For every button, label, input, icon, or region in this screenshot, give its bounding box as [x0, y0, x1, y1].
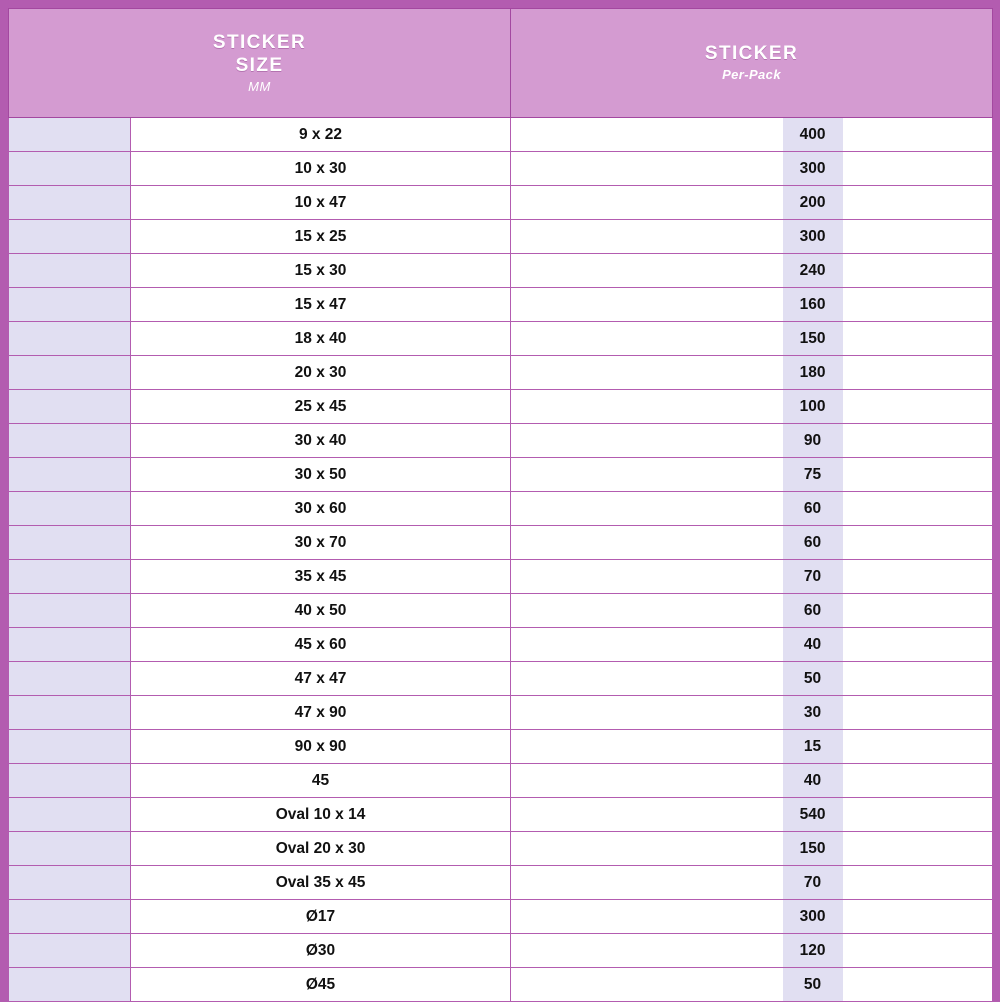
row-right-spacer — [843, 186, 993, 220]
row-right-spacer — [843, 594, 993, 628]
cell-sticker-per-pack: 40 — [783, 764, 843, 798]
row-left-spacer — [9, 730, 131, 764]
table-row — [9, 628, 993, 662]
table-row — [9, 866, 993, 900]
cell-sticker-per-pack: 60 — [783, 492, 843, 526]
header-sticker-size-unit: MM — [248, 78, 271, 94]
row-middle-spacer — [511, 492, 783, 526]
cell-sticker-per-pack: 90 — [783, 424, 843, 458]
table-row — [9, 322, 993, 356]
cell-sticker-size: 15 x 30 — [131, 254, 511, 288]
cell-sticker-size: 18 x 40 — [131, 322, 511, 356]
row-middle-spacer — [511, 900, 783, 934]
row-left-spacer — [9, 866, 131, 900]
row-middle-spacer — [511, 798, 783, 832]
cell-sticker-size: Oval 20 x 30 — [131, 832, 511, 866]
cell-sticker-size: 30 x 70 — [131, 526, 511, 560]
row-left-spacer — [9, 458, 131, 492]
table-row — [9, 594, 993, 628]
row-left-spacer — [9, 696, 131, 730]
row-left-spacer — [9, 798, 131, 832]
cell-sticker-size: 30 x 50 — [131, 458, 511, 492]
cell-sticker-per-pack: 100 — [783, 390, 843, 424]
row-left-spacer — [9, 424, 131, 458]
row-left-spacer — [9, 288, 131, 322]
row-middle-spacer — [511, 118, 783, 152]
cell-sticker-per-pack: 50 — [783, 968, 843, 1002]
cell-sticker-per-pack: 60 — [783, 526, 843, 560]
row-left-spacer — [9, 594, 131, 628]
header-row — [9, 9, 993, 118]
row-right-spacer — [843, 628, 993, 662]
table-row — [9, 220, 993, 254]
table-row — [9, 356, 993, 390]
cell-sticker-size: 10 x 47 — [131, 186, 511, 220]
row-right-spacer — [843, 968, 993, 1002]
row-right-spacer — [843, 730, 993, 764]
cell-sticker-per-pack: 150 — [783, 832, 843, 866]
row-middle-spacer — [511, 288, 783, 322]
cell-sticker-size: Oval 10 x 14 — [131, 798, 511, 832]
table-row — [9, 424, 993, 458]
row-right-spacer — [843, 458, 993, 492]
row-middle-spacer — [511, 220, 783, 254]
row-left-spacer — [9, 764, 131, 798]
row-right-spacer — [843, 322, 993, 356]
header-sticker-per-pack-line2: Per-Pack — [722, 67, 781, 82]
row-middle-spacer — [511, 832, 783, 866]
cell-sticker-per-pack: 70 — [783, 866, 843, 900]
row-left-spacer — [9, 492, 131, 526]
row-right-spacer — [843, 934, 993, 968]
row-middle-spacer — [511, 356, 783, 390]
row-right-spacer — [843, 118, 993, 152]
row-middle-spacer — [511, 254, 783, 288]
table-row — [9, 764, 993, 798]
row-left-spacer — [9, 560, 131, 594]
row-middle-spacer — [511, 934, 783, 968]
row-middle-spacer — [511, 594, 783, 628]
header-sticker-size-line2: SIZE — [235, 54, 284, 76]
row-middle-spacer — [511, 560, 783, 594]
row-left-spacer — [9, 322, 131, 356]
cell-sticker-per-pack: 30 — [783, 696, 843, 730]
cell-sticker-per-pack: 150 — [783, 322, 843, 356]
row-middle-spacer — [511, 152, 783, 186]
cell-sticker-per-pack: 300 — [783, 900, 843, 934]
row-right-spacer — [843, 764, 993, 798]
table-row — [9, 900, 993, 934]
cell-sticker-per-pack: 60 — [783, 594, 843, 628]
sticker-size-table — [8, 8, 993, 1002]
row-left-spacer — [9, 186, 131, 220]
header-sticker-size-line1: STICKER — [212, 31, 307, 53]
table-row — [9, 934, 993, 968]
row-middle-spacer — [511, 322, 783, 356]
cell-sticker-size: 30 x 60 — [131, 492, 511, 526]
cell-sticker-size: 30 x 40 — [131, 424, 511, 458]
header-sticker-size — [9, 9, 511, 118]
row-right-spacer — [843, 424, 993, 458]
cell-sticker-size: 47 x 90 — [131, 696, 511, 730]
row-left-spacer — [9, 152, 131, 186]
row-middle-spacer — [511, 458, 783, 492]
table-row — [9, 152, 993, 186]
cell-sticker-per-pack: 160 — [783, 288, 843, 322]
row-left-spacer — [9, 356, 131, 390]
row-right-spacer — [843, 390, 993, 424]
cell-sticker-size: 15 x 47 — [131, 288, 511, 322]
cell-sticker-size: 47 x 47 — [131, 662, 511, 696]
table-header — [9, 9, 993, 118]
table-row — [9, 798, 993, 832]
row-middle-spacer — [511, 696, 783, 730]
cell-sticker-per-pack: 120 — [783, 934, 843, 968]
cell-sticker-per-pack: 15 — [783, 730, 843, 764]
table-body — [9, 118, 993, 1002]
row-middle-spacer — [511, 662, 783, 696]
row-left-spacer — [9, 390, 131, 424]
cell-sticker-per-pack: 40 — [783, 628, 843, 662]
row-left-spacer — [9, 900, 131, 934]
cell-sticker-size: Oval 35 x 45 — [131, 866, 511, 900]
cell-sticker-size: 90 x 90 — [131, 730, 511, 764]
cell-sticker-size: Ø30 — [131, 934, 511, 968]
table-row — [9, 390, 993, 424]
row-right-spacer — [843, 560, 993, 594]
row-middle-spacer — [511, 764, 783, 798]
cell-sticker-per-pack: 300 — [783, 220, 843, 254]
cell-sticker-per-pack: 540 — [783, 798, 843, 832]
table-row — [9, 492, 993, 526]
row-left-spacer — [9, 628, 131, 662]
row-middle-spacer — [511, 526, 783, 560]
row-right-spacer — [843, 866, 993, 900]
row-right-spacer — [843, 254, 993, 288]
cell-sticker-size: 9 x 22 — [131, 118, 511, 152]
cell-sticker-per-pack: 75 — [783, 458, 843, 492]
cell-sticker-size: Ø17 — [131, 900, 511, 934]
table-row — [9, 662, 993, 696]
cell-sticker-size: 45 x 60 — [131, 628, 511, 662]
row-right-spacer — [843, 696, 993, 730]
header-sticker-per-pack — [511, 9, 993, 118]
row-left-spacer — [9, 118, 131, 152]
cell-sticker-per-pack: 200 — [783, 186, 843, 220]
table-row — [9, 560, 993, 594]
cell-sticker-per-pack: 50 — [783, 662, 843, 696]
cell-sticker-size: 45 — [131, 764, 511, 798]
cell-sticker-per-pack: 180 — [783, 356, 843, 390]
row-left-spacer — [9, 934, 131, 968]
table-row — [9, 730, 993, 764]
row-middle-spacer — [511, 866, 783, 900]
row-middle-spacer — [511, 730, 783, 764]
table-row — [9, 526, 993, 560]
row-right-spacer — [843, 526, 993, 560]
row-middle-spacer — [511, 424, 783, 458]
row-right-spacer — [843, 220, 993, 254]
row-left-spacer — [9, 254, 131, 288]
row-right-spacer — [843, 798, 993, 832]
cell-sticker-size: 40 x 50 — [131, 594, 511, 628]
header-sticker-per-pack-line1: STICKER — [704, 43, 799, 64]
cell-sticker-size: 15 x 25 — [131, 220, 511, 254]
cell-sticker-per-pack: 240 — [783, 254, 843, 288]
row-left-spacer — [9, 832, 131, 866]
row-middle-spacer — [511, 968, 783, 1002]
table-row — [9, 696, 993, 730]
cell-sticker-size: 10 x 30 — [131, 152, 511, 186]
row-left-spacer — [9, 220, 131, 254]
row-middle-spacer — [511, 628, 783, 662]
cell-sticker-per-pack: 300 — [783, 152, 843, 186]
row-left-spacer — [9, 526, 131, 560]
row-middle-spacer — [511, 186, 783, 220]
cell-sticker-size: Ø45 — [131, 968, 511, 1002]
row-right-spacer — [843, 832, 993, 866]
table-row — [9, 186, 993, 220]
row-right-spacer — [843, 356, 993, 390]
row-left-spacer — [9, 968, 131, 1002]
table-row — [9, 832, 993, 866]
cell-sticker-size: 35 x 45 — [131, 560, 511, 594]
row-right-spacer — [843, 152, 993, 186]
row-right-spacer — [843, 662, 993, 696]
cell-sticker-per-pack: 70 — [783, 560, 843, 594]
row-right-spacer — [843, 288, 993, 322]
cell-sticker-size: 25 x 45 — [131, 390, 511, 424]
table-row — [9, 458, 993, 492]
row-right-spacer — [843, 492, 993, 526]
cell-sticker-size: 20 x 30 — [131, 356, 511, 390]
row-middle-spacer — [511, 390, 783, 424]
row-left-spacer — [9, 662, 131, 696]
table-row — [9, 254, 993, 288]
row-right-spacer — [843, 900, 993, 934]
table-row — [9, 288, 993, 322]
cell-sticker-per-pack: 400 — [783, 118, 843, 152]
table-row — [9, 968, 993, 1002]
table-row — [9, 118, 993, 152]
